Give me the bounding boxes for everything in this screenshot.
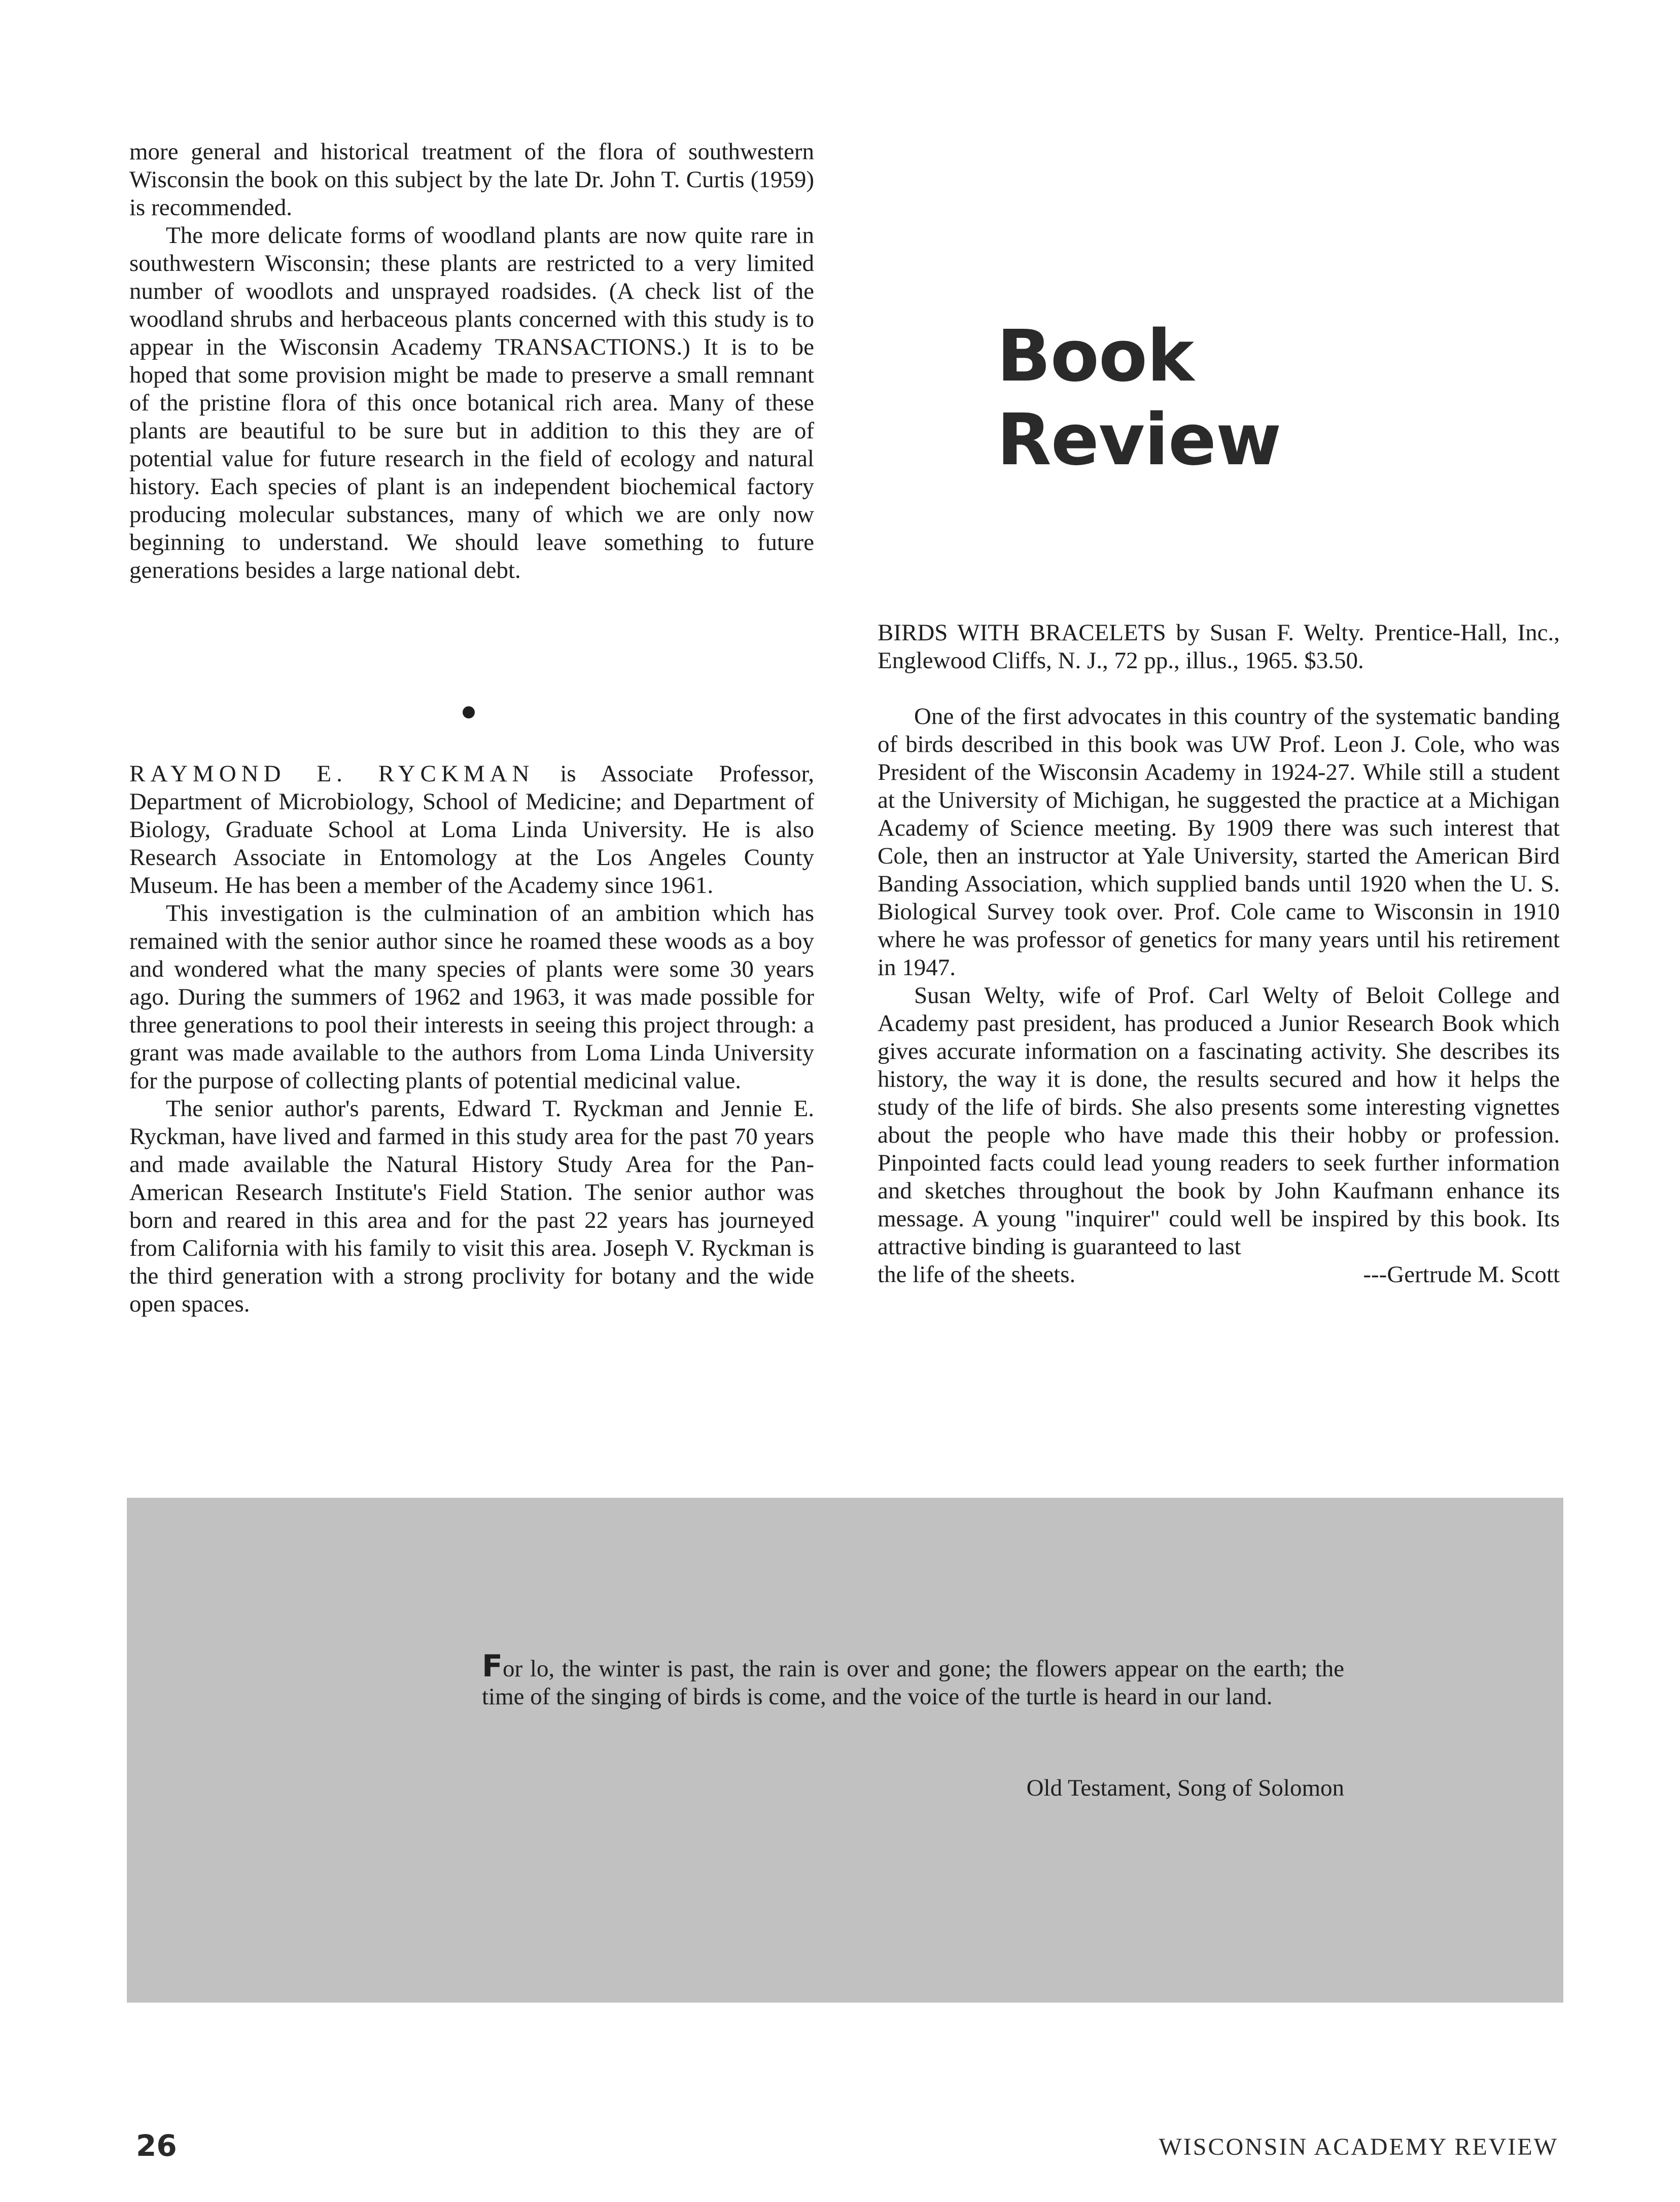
left-column-top xyxy=(129,138,814,584)
woodland-plants-paragraph: The more delicate forms of woodland plants are now quite rare in southwestern Wisconsin; these plants are restricted to a very limited number of woodlots and unsprayed roadsides. (A check list of the woodland shrubs and herbaceous plants concerned with this study is to appear in the Wisconsin Academy TRANSACTIONS.) It is to be hoped that some provision might be made to preserve a small remnant of the pristine flora of this once botanical rich area. Many of these plants are beautiful to be sure but in addition to this they are of potential value for future research in the field of ecology and natural history. Each species of plant is an independent biochemical factory producing molecular substances, many of which we are only now beginning to understand. We should leave something to future generations besides a large national debt. xyxy=(129,222,814,583)
review-last-line: the life of the sheets. xyxy=(878,1261,1076,1288)
book-review-heading xyxy=(997,315,1281,482)
review-paragraph-welty: Susan Welty, wife of Prof. Carl Welty of Beloit College and Academy past president, has produced a Junior Research Book which gives accurate information on a fascinating activity. She describes its history, the way it is done, the results secured and how it helps the study of the life of birds. She also presents some interesting vignettes about the people who have made this their hobby or profession. Pinpointed facts could lead young readers to seek further information and sketches throughout the book by John Kaufmann enhance its message. A young "inquirer" could well be inspired by this book. Its attractive binding is guaranteed to last xyxy=(878,982,1560,1260)
author-name: RAYMOND E. RYCKMAN xyxy=(129,761,535,787)
author-bio-text: is Associate Professor, Department of Microbiology, School of Medicine; and Department of Biology, Graduate School at Loma Linda University. He is also Research Associate in Entomology at the Los Angeles County Museum. He has been a member of the Academy since 1961. xyxy=(129,761,814,899)
reviewer-signature: ---Gertrude M. Scott xyxy=(1363,1261,1560,1288)
review-paragraph-cole: One of the first advocates in this country of the systematic banding of birds described in this book was UW Prof. Leon J. Cole, who was President of the Wisconsin Academy in 1924-27. While still a student at the University of Michigan, he suggested the practice at a Michigan Academy of Science meeting. By 1909 there was such interest that Cole, then an instructor at Yale University, started the American Bird Banding Association, which supplied bands until 1920 when the U. S. Biological Survey took over. Prof. Cole came to Wisconsin in 1910 where he was professor of genetics for many years until his retirement in 1947. xyxy=(878,703,1560,981)
review-closing-line xyxy=(878,1261,1560,1289)
flora-paragraph-continued: more general and historical treatment of the flora of southwestern Wisconsin the book on this subject by the late Dr. John T. Curtis (1959) is recommended. xyxy=(129,139,814,221)
page-number: 26 xyxy=(136,2128,177,2163)
quote-text xyxy=(482,1648,1344,1711)
quote-body: or lo, the winter is past, the rain is over and gone; the flowers appear on the earth; the time of the singing of birds is come, and the voice of the turtle is heard in our land. xyxy=(482,1656,1344,1710)
heading-line-book: Book xyxy=(997,315,1194,398)
journal-name: WISCONSIN ACADEMY REVIEW xyxy=(1159,2134,1558,2160)
investigation-paragraph: This investigation is the culmination of an ambition which has remained with the senior author since he roamed these woods as a boy and wondered what the many species of plants were some 30 years ago. During the summers of 1962 and 1963, it was made possible for three generations to pool their interests in seeing this project through: a grant was made available to the authors from Loma Linda University for the purpose of collecting plants of potential medicinal value. xyxy=(129,900,814,1094)
heading-line-review: Review xyxy=(997,399,1281,481)
author-bio-paragraph xyxy=(129,760,814,900)
left-column-bottom xyxy=(129,760,814,1318)
book-review-column xyxy=(878,619,1560,1289)
quote-source: Old Testament, Song of Solomon xyxy=(1026,1775,1344,1801)
parents-paragraph: The senior author's parents, Edward T. Ryckman and Jennie E. Ryckman, have lived and farmed in this study area for the past 70 years and made available the Natural History Study Area for the Pan-American Research Institute's Field Station. The senior author was born and reared in this area and for the past 22 years has journeyed from California with his family to visit this area. Joseph V. Ryckman is the third generation with a strong proclivity for botany and the wide open spaces. xyxy=(129,1095,814,1317)
quote-dropcap: F xyxy=(482,1648,503,1684)
section-bullet xyxy=(463,706,475,718)
quote-box xyxy=(127,1498,1563,2003)
book-citation: BIRDS WITH BRACELETS by Susan F. Welty. Prentice-Hall, Inc., Englewood Cliffs, N. J., 72 pp., illus., 1965. $3.50. xyxy=(878,620,1560,674)
